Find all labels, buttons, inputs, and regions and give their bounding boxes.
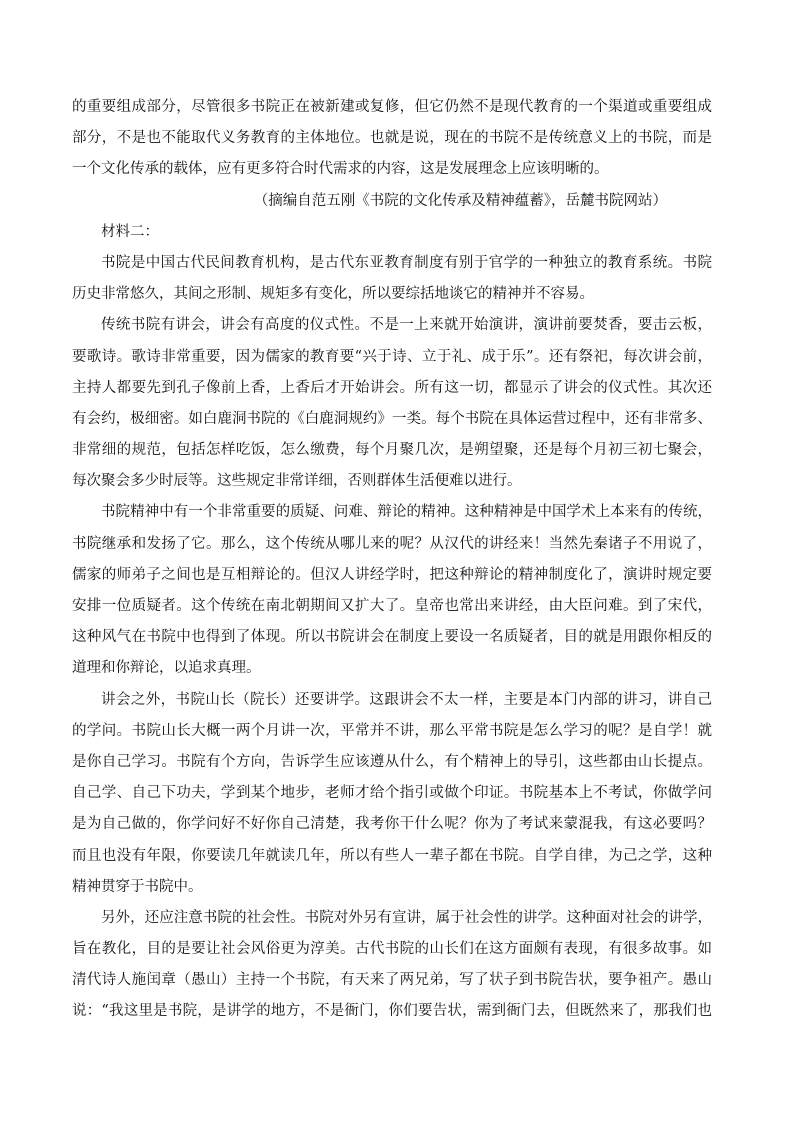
text-line: 的学问。书院山长大概一两个月讲一次，平常并不讲，那么平常书院是怎么学习的呢？是自学！就 [72,722,712,739]
text-line: 另外，还应注意书院的社会性。书院对外另有宣讲，属于社会性的讲学。这种面对社会的讲学， [101,909,712,926]
paragraph-2 [72,310,712,497]
text-line: 道理和你辩论，以追求真理。 [72,660,261,677]
paragraph-3 [72,497,712,684]
text-line: 的重要组成部分，尽管很多书院正在被新建或复修，但它仍然不是现代教育的一个渠道或重要组成 [72,99,712,115]
text-line: 主持人都要先到孔子像前上香，上香后才开始讲会。所有这一切，都显示了讲会的仪式性。其次还 [72,379,712,396]
paragraph-4 [72,685,712,903]
text-line: 传统书院有讲会，讲会有高度的仪式性。不是一上来就开始演讲，演讲前要焚香，要击云板， [101,317,712,334]
text-line: 是为自己做的，你学问好不好你自己清楚，我考你干什么呢？你为了考试来蒙混我，有这必要吗？ [72,816,712,833]
text-line: 一个文化传承的载体，应有更多符合时代需求的内容，这是发展理念上应该明晰的。 [72,161,609,178]
text-line: 而且也没有年限，你要读几年就读几年，所以有些人一辈子都在书院。自学自律，为己之学，这种 [72,847,712,864]
text-line: 自己学、自己下功夫，学到某个地步，老师才给个指引或做个印证。书院基本上不考试，你做学问 [72,785,712,802]
text-line: 安排一位质疑者。这个传统在南北朝期间又扩大了。皇帝也常出来讲经，由大臣问难。到了宋代， [72,598,712,614]
text-line: 部分，不是也不能取代义务教育的主体地位。也就是说，现在的书院不是传统意义上的书院，而是 [72,130,712,147]
material-heading: 材料二： [101,223,159,240]
text-line: 讲会之外，书院山长（院长）还要讲学。这跟讲会不太一样，主要是本门内部的讲习，讲自己 [101,691,712,708]
text-line: 儒家的师弟子之间也是互相辩论的。但汉人讲经学时，把这种辩论的精神制度化了，演讲时规定要 [72,566,712,583]
text-line: 是你自己学习。书院有个方向，告诉学生应该遵从什么，有个精神上的导引，这些都由山长提点。 [72,753,712,770]
paragraph-5 [72,903,712,1028]
text-line: 每次聚会多少时辰等。这些规定非常详细，否则群体生活便难以进行。 [72,473,522,490]
text-line: 清代诗人施闰章（愚山）主持一个书院，有天来了两兄弟，写了状子到书院告状，要争祖产。愚山 [72,972,712,989]
text-line: 非常细的规范，包括怎样吃饭，怎么缴费，每个月聚几次，是朔望聚，还是每个月初三初七聚会， [72,442,712,459]
text-line: 有会约，极细密。如白鹿洞书院的《白鹿洞规约》一类。每个书院在具体运营过程中，还有非常多、 [72,410,712,427]
text-line: 书院是中国古代民间教育机构，是古代东亚教育制度有别于官学的一种独立的教育系统。书院 [101,254,712,271]
text-line: 书院精神中有一个非常重要的质疑、问难、辩论的精神。这种精神是中国学术上本来有的传统， [101,504,712,521]
text-line: 书院继承和发扬了它。那么，这个传统从哪儿来的呢？从汉代的讲经来！当然先秦诸子不用说了， [72,535,712,552]
text-line: 历史非常悠久，其间之形制、规矩多有变化，所以要综括地谈它的精神并不容易。 [72,286,594,303]
text-line: 精神贯穿于书院中。 [72,878,203,895]
text-line: 这种风气在书院中也得到了体现。所以书院讲会在制度上要设一名质疑者，目的就是用跟你相反的 [72,629,712,646]
text-line: 说：“我这里是书院，是讲学的地方，不是衙门，你们要告状，需到衙门去，但既然来了，那我们也 [72,1003,712,1020]
document-body [72,92,712,1028]
text-line: 旨在教化，目的是要让社会风俗更为淳美。古代书院的山长们在这方面颇有表现，有很多故事。如 [72,941,712,958]
text-line: 要歌诗。歌诗非常重要，因为儒家的教育要“兴于诗、立于礼、成于乐”。还有祭祀，每次讲会前， [72,348,712,365]
source-citation: （摘编自范五刚《书院的文化传承及精神蕴蓄》，岳麓书院网站） [253,192,667,209]
intro-paragraph [72,92,712,186]
paragraph-1 [72,248,712,310]
